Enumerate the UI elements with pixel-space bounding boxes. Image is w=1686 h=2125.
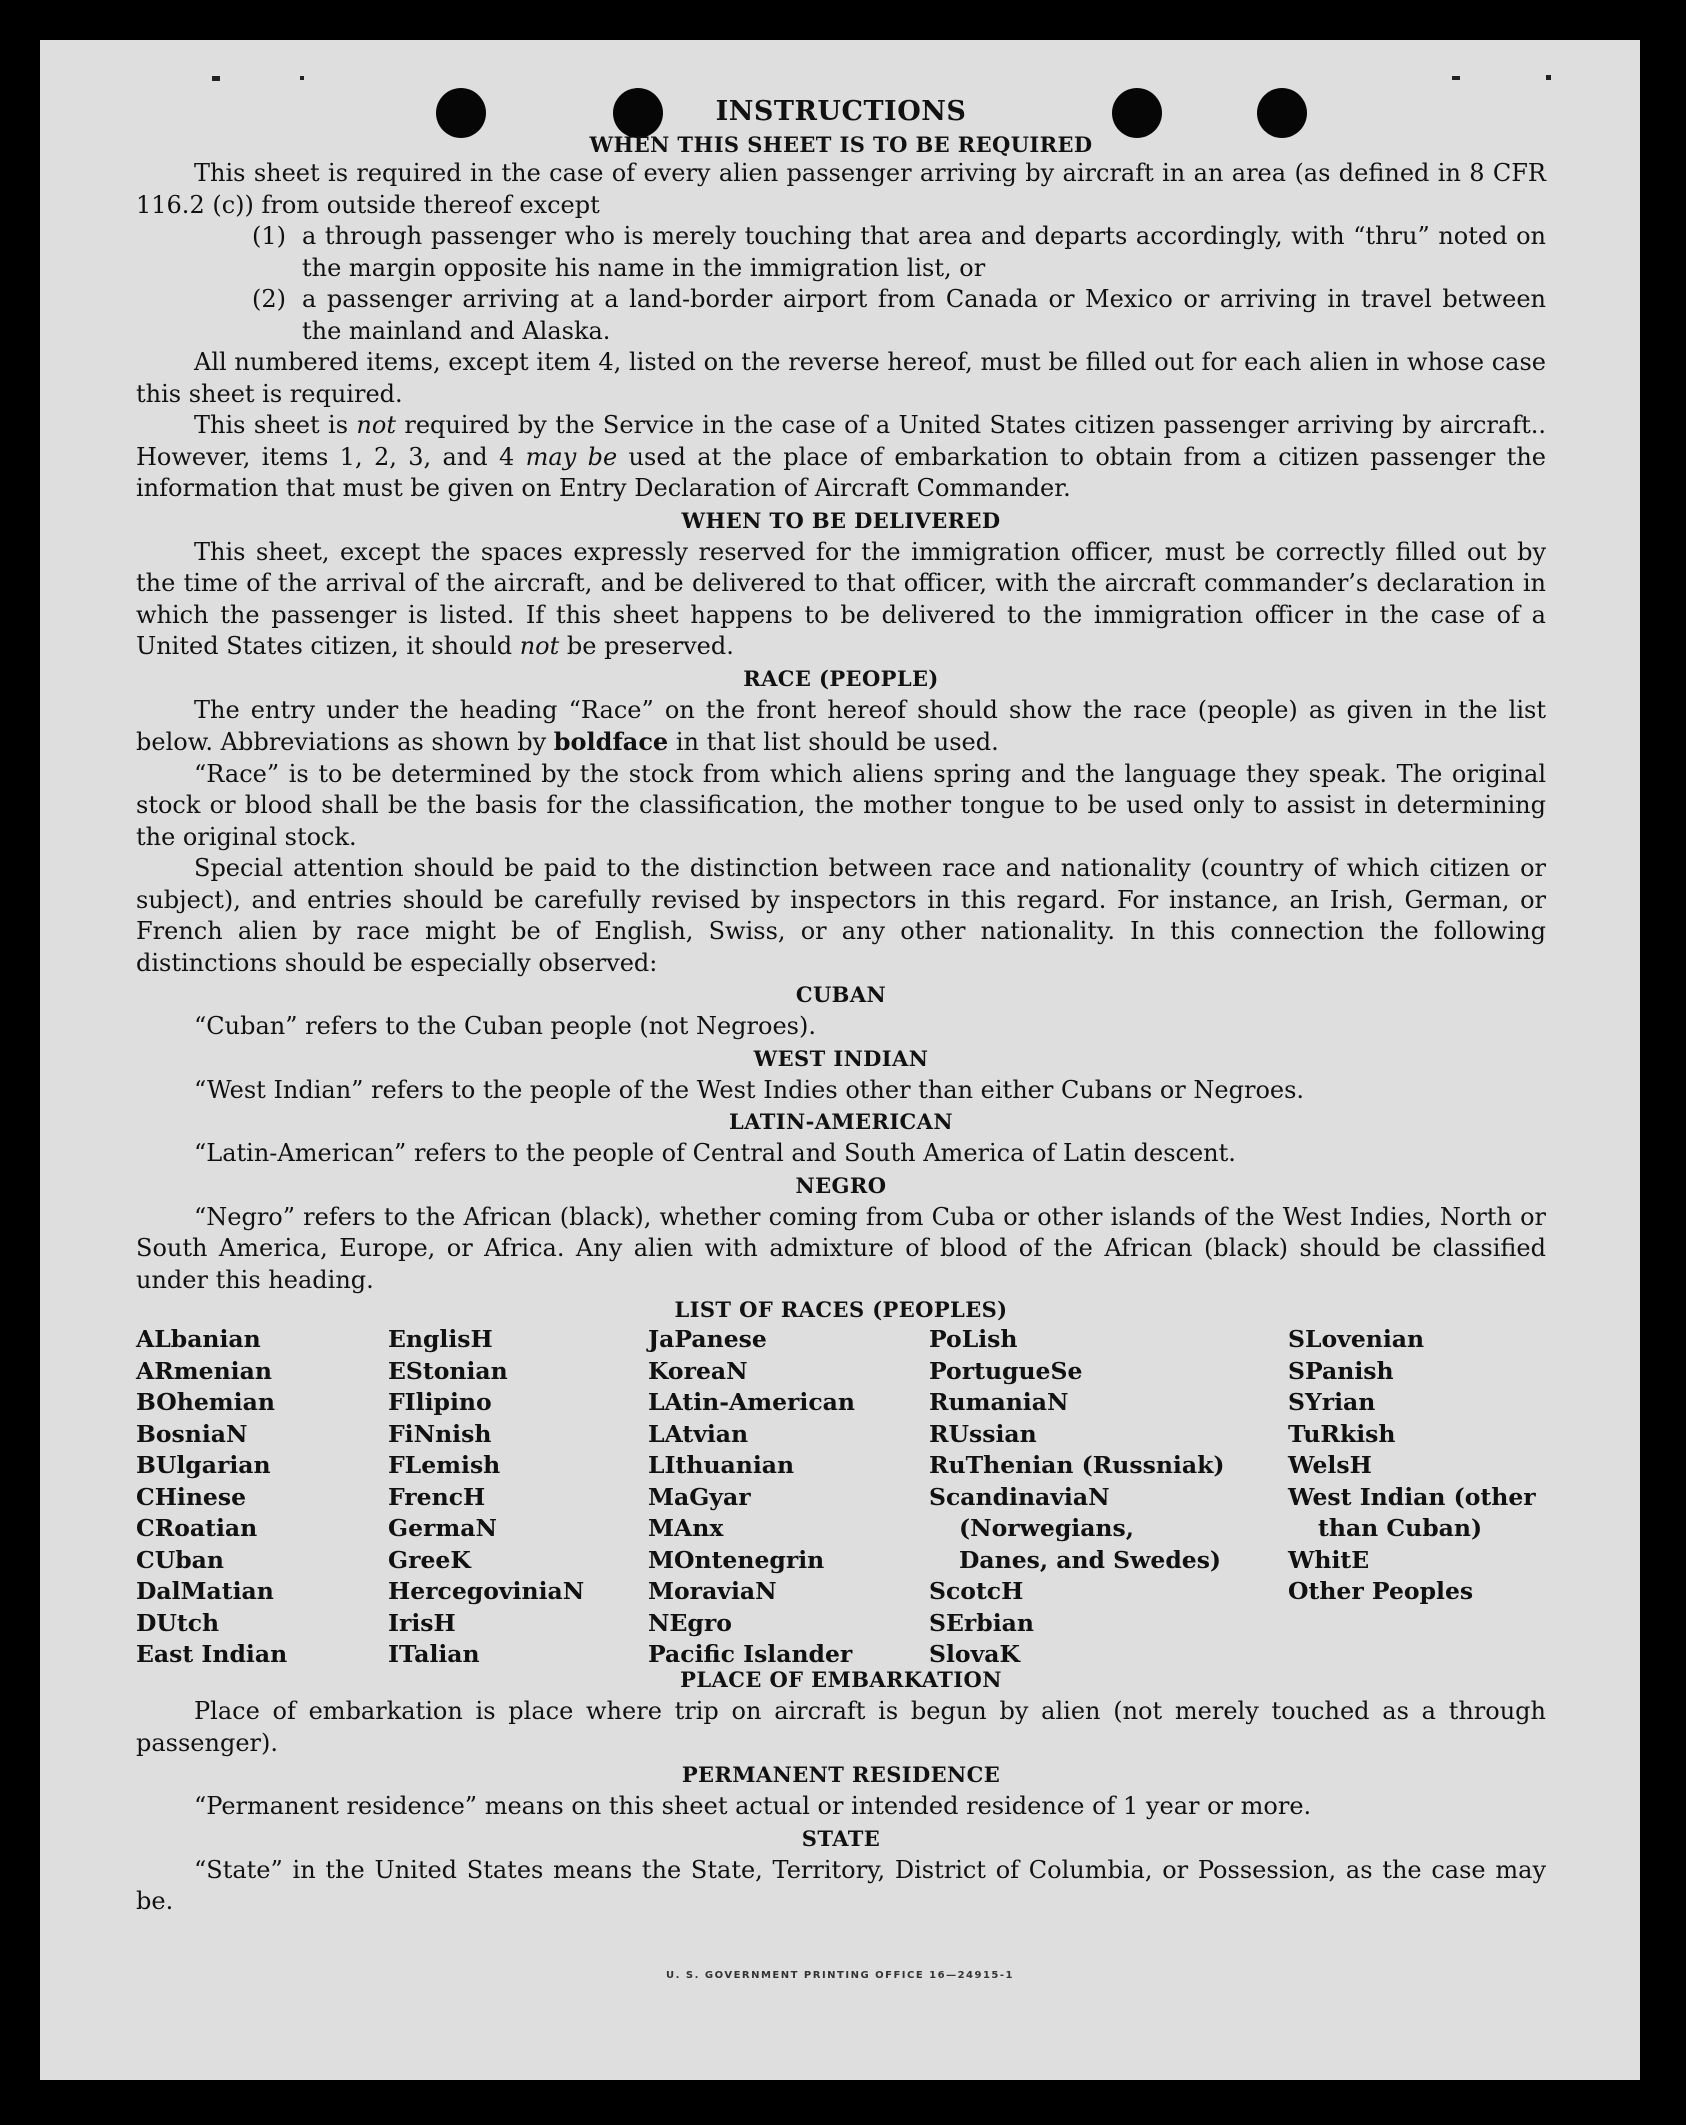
race-entry: IrisH — [388, 1608, 456, 1637]
race-entry: SYrian — [1288, 1388, 1376, 1416]
race-entry: SLovenian — [1288, 1325, 1425, 1353]
heading-cuban: CUBAN — [795, 982, 887, 1007]
instructions-content — [136, 92, 1546, 1918]
race-entry: CUban — [136, 1545, 224, 1574]
races-list — [136, 1324, 1546, 1668]
printer-imprint: U. S. GOVERNMENT PRINTING OFFICE 16—24915-1 — [666, 1970, 1014, 1981]
heading-when-delivered: WHEN TO BE DELIVERED — [681, 507, 1001, 533]
race-entry: CHinese — [136, 1482, 247, 1511]
race-entry: FiNnish — [388, 1419, 492, 1448]
race-entry: SlovaK — [929, 1640, 1020, 1668]
heading-west-indian: WEST INDIAN — [753, 1045, 929, 1071]
race-entry: NEgro — [648, 1608, 732, 1637]
definition: “Cuban” refers to the Cuban people (not Negroes). — [194, 1012, 816, 1040]
speck — [1546, 75, 1551, 80]
heading-race: RACE (PEOPLE) — [743, 665, 939, 691]
heading-embarkation: PLACE OF EMBARKATION — [680, 1667, 1002, 1692]
paragraph: “Race” is to be determined by the stock from which aliens spring and the language they speak. The original stock or blood shall be the basis for the classification, the mother tongue to be used only to assist in determining the original stock. — [136, 759, 1546, 851]
race-entry: GreeK — [388, 1545, 471, 1574]
race-entry: West Indian (other than Cuban) — [1288, 1482, 1536, 1542]
speck — [1452, 76, 1460, 80]
races-column — [388, 1324, 628, 1671]
heading-when-required: WHEN THIS SHEET IS TO BE REQUIRED — [589, 132, 1093, 157]
heading-negro: NEGRO — [795, 1172, 887, 1198]
race-entry: ScandinaviaN (Norwegians, Danes, and Swedes) — [929, 1482, 1222, 1574]
race-entry: MaGyar — [648, 1482, 751, 1511]
speck — [300, 76, 304, 80]
race-entry: Pacific Islander — [648, 1640, 853, 1668]
paragraph — [136, 695, 1546, 759]
italic-run: not — [356, 411, 396, 439]
italic-run: not — [519, 632, 560, 660]
race-entry: DUtch — [136, 1608, 220, 1637]
paragraph: All numbered items, except item 4, listed on the reverse hereof, must be filled out for each alien in whose case this sheet is required. — [136, 348, 1546, 408]
paragraph: “State” in the United States means the State, Territory, District of Columbia, or Possession, as the case may be. — [136, 1855, 1546, 1915]
heading-list-of-races: LIST OF RACES (PEOPLES) — [674, 1297, 1008, 1322]
races-column — [1288, 1324, 1546, 1608]
italic-run: may be — [525, 442, 618, 471]
race-entry: MAnx — [648, 1514, 724, 1542]
form-sheet — [40, 40, 1640, 2080]
race-entry: LIthuanian — [648, 1451, 795, 1479]
race-entry: SPanish — [1288, 1356, 1394, 1385]
paragraph — [136, 410, 1546, 505]
races-column — [929, 1324, 1229, 1671]
item-text: a through passenger who is merely touching that area and departs accordingly, with “thru” noted on the margin opposite his name in the immigration list, or — [302, 222, 1546, 282]
paragraph: This sheet is required in the case of every alien passenger arriving by aircraft in an area (as defined in 8 CFR 116.2 (c)) from outside thereof except — [136, 159, 1546, 219]
text-run: required by the Service in the case of a United States citizen passenger arriving by aircraft.. However, items 1, 2, 3, and 4 — [136, 411, 1546, 471]
race-entry: MoraviaN — [648, 1577, 777, 1605]
paragraph: “Permanent residence” means on this sheet actual or intended residence of 1 year or more. — [194, 1792, 1312, 1820]
race-entry: EStonian — [388, 1356, 508, 1385]
heading-latin-american: LATIN-AMERICAN — [729, 1109, 953, 1134]
page-title: INSTRUCTIONS — [715, 96, 967, 127]
race-entry: ScotcH — [929, 1577, 1024, 1605]
race-entry: ALbanian — [136, 1325, 261, 1353]
text-run: The entry under the heading “Race” on the front hereof should show the race (people) as given in the list below. Abbreviations as shown by — [136, 695, 1546, 756]
list-item — [252, 284, 1546, 347]
heading-state: STATE — [801, 1825, 881, 1851]
text-run: be preserved. — [559, 632, 734, 660]
text-run: This sheet is — [194, 411, 357, 439]
race-entry: DalMatian — [136, 1577, 274, 1605]
item-text: a passenger arriving at a land-border airport from Canada or Mexico or arriving in travel between the mainland and Alaska. — [302, 285, 1546, 345]
bold-run: boldface — [553, 727, 669, 756]
race-entry: EnglisH — [388, 1325, 493, 1353]
race-entry: FLemish — [388, 1451, 501, 1479]
race-entry: PoLish — [929, 1325, 1018, 1353]
text-run: This sheet, except the spaces expressly reserved for the immigration officer, must be correctly filled out by the time of the arrival of the aircraft, and be delivered to that officer, with the aircraft commander’s declaration in which the passenger is listed. If this sheet happens to be delivered to the immigration officer in the case of a United States citizen, it should — [136, 537, 1546, 660]
race-entry: SErbian — [929, 1608, 1034, 1637]
speck — [212, 76, 220, 81]
race-entry: HercegoviniaN — [388, 1577, 585, 1605]
race-entry: BUlgarian — [136, 1451, 271, 1479]
race-entry: CRoatian — [136, 1514, 258, 1542]
definition: “West Indian” refers to the people of the West Indies other than either Cubans or Negroes. — [194, 1075, 1305, 1104]
race-entry: East Indian — [136, 1640, 288, 1668]
race-entry: ITalian — [388, 1640, 480, 1668]
race-entry: RUssian — [929, 1419, 1037, 1448]
paragraph: Special attention should be paid to the distinction between race and nationality (country of which citizen or subject), and entries should be carefully revised by inspectors in this regard. For instance, an Irish, German, or French alien by race might be of English, Swiss, or any other nationality. In this connection the following distinctions should be especially observed: — [136, 854, 1546, 977]
paragraph: Place of embarkation is place where trip on aircraft is begun by alien (not merely touched as a through passenger). — [136, 1697, 1546, 1757]
race-entry: LAtvian — [648, 1419, 749, 1448]
race-entry: FIlipino — [388, 1388, 492, 1416]
race-entry: KoreaN — [648, 1356, 748, 1385]
paragraph — [136, 537, 1546, 663]
item-number: (2) — [252, 285, 286, 313]
item-number: (1) — [252, 222, 286, 250]
race-entry: RuThenian (Russniak) — [929, 1451, 1225, 1479]
race-entry: TuRkish — [1288, 1419, 1396, 1448]
text-run: in that list should be used. — [668, 728, 999, 756]
race-entry: RumaniaN — [929, 1388, 1069, 1416]
list-item — [252, 221, 1546, 284]
race-entry: BosniaN — [136, 1419, 248, 1448]
race-entry: Other Peoples — [1288, 1577, 1474, 1605]
race-entry: MOntenegrin — [648, 1545, 825, 1574]
race-entry: FrencH — [388, 1482, 486, 1511]
race-entry: GermaN — [388, 1514, 497, 1542]
race-entry: BOhemian — [136, 1388, 275, 1416]
race-entry: JaPanese — [648, 1325, 767, 1353]
heading-residence: PERMANENT RESIDENCE — [681, 1762, 1001, 1787]
paragraph: “Negro” refers to the African (black), whether coming from Cuba or other islands of the West Indies, North or South America, Europe, or Africa. Any alien with admixture of blood of the African (black) should be classified under this heading. — [136, 1202, 1546, 1294]
races-column — [648, 1324, 908, 1671]
race-entry: WelsH — [1288, 1451, 1372, 1479]
text-run: used at the place of embarkation to obtain from a citizen passenger the information that must be given on Entry Declaration of Aircraft Commander. — [136, 442, 1546, 502]
definition: “Latin-American” refers to the people of Central and South America of Latin descent. — [194, 1139, 1236, 1167]
race-entry: WhitE — [1288, 1545, 1370, 1574]
race-entry: ARmenian — [136, 1356, 272, 1385]
races-column — [136, 1324, 376, 1671]
race-entry: PortugueSe — [929, 1356, 1083, 1385]
race-entry: LAtin-American — [648, 1388, 855, 1416]
